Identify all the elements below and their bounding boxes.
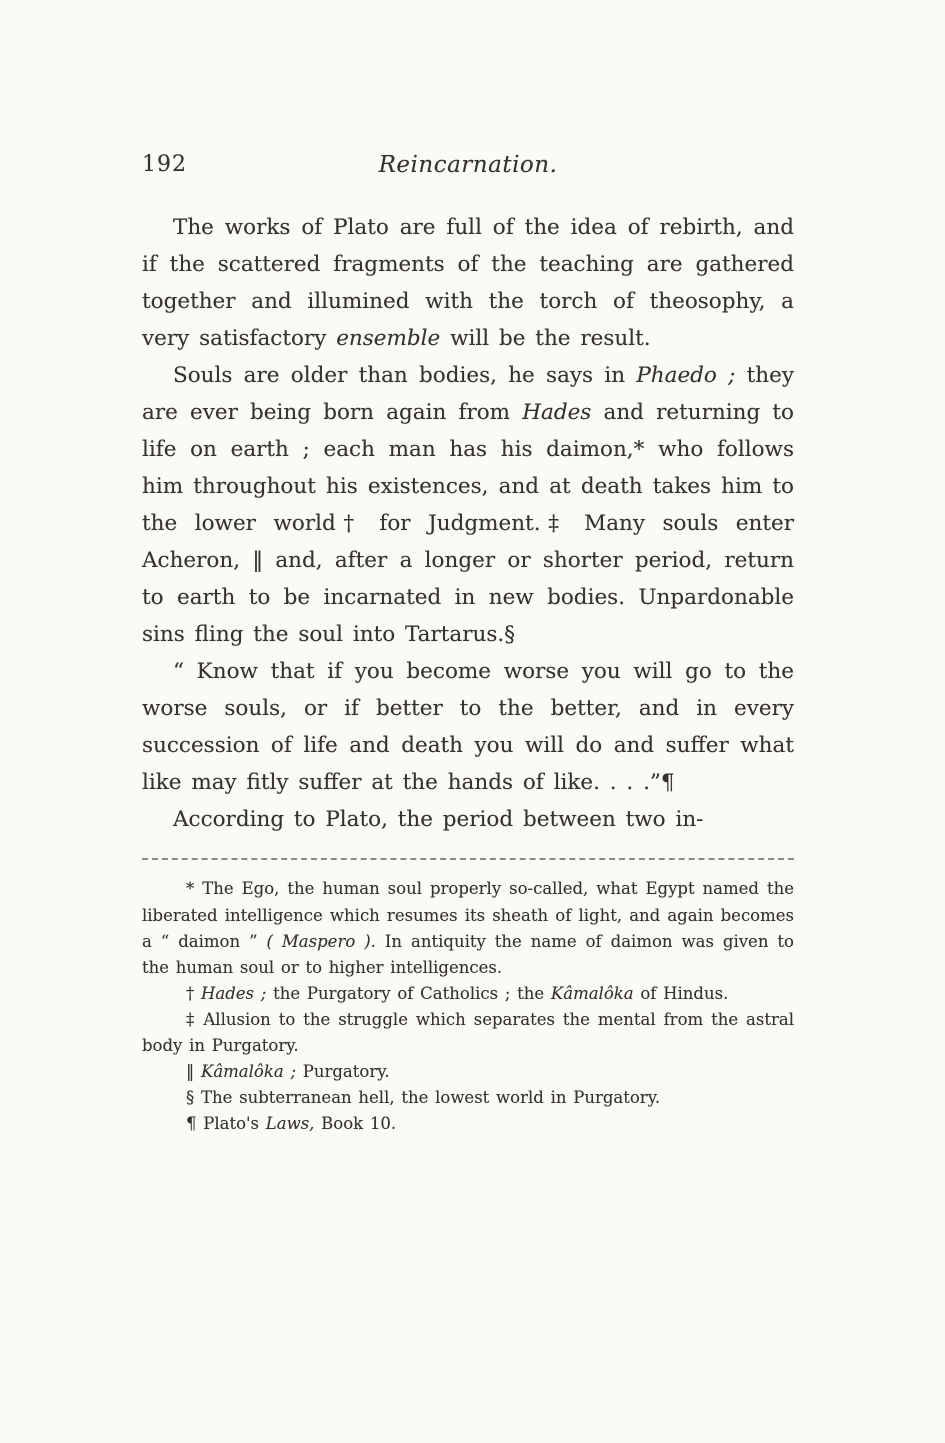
text-segment: Purgatory. bbox=[296, 1061, 390, 1081]
text-segment: ‖ bbox=[186, 1061, 201, 1081]
text-segment: they are ever being born again from bbox=[142, 362, 795, 425]
paragraph-4 bbox=[142, 802, 794, 839]
text-segment: ¶ Plato's bbox=[186, 1114, 266, 1134]
paragraph-2 bbox=[142, 358, 794, 654]
running-title: Reincarnation. bbox=[378, 152, 558, 178]
page-number: 192 bbox=[142, 152, 187, 177]
text-segment: ‡ Allusion to the struggle which separates the mental from the astral body in Purgatory. bbox=[142, 1009, 794, 1055]
footnote-parallel bbox=[142, 1059, 794, 1085]
italic-text-segment: Phaedo ; bbox=[636, 362, 736, 388]
text-segment: of Hindus. bbox=[633, 983, 729, 1003]
italic-text-segment: Kâmalôka ; bbox=[201, 1061, 296, 1081]
footnote-section-mark bbox=[142, 1085, 794, 1111]
text-segment: § The subterranean hell, the lowest world in Purgatory. bbox=[186, 1087, 661, 1107]
text-segment: will be the result. bbox=[440, 325, 651, 351]
footnote-double-dagger bbox=[142, 1007, 794, 1059]
text-segment: According to Plato, the period between two in- bbox=[173, 806, 704, 832]
footnote-divider bbox=[142, 858, 794, 860]
text-segment: the Purgatory of Catholics ; the bbox=[266, 983, 551, 1003]
text-segment: The works of Plato are full of the idea of rebirth, and if the scattered fragments of the teaching are gathered together and illumined with the torch of theosophy, a very satisfactory bbox=[142, 215, 794, 351]
text-segment: “ Know that if you become worse you will go to the worse souls, or if better to the better, and in every succession of life and death you will do and suffer what like may fitly suffer at the hands of like. . . .”¶ bbox=[142, 658, 794, 795]
footnote-dagger bbox=[142, 981, 794, 1007]
text-segment: * The Ego, the human soul properly so-called, what Egypt named the liberated intelligence which resumes its sheath of light, and again becomes a “ daimon ” bbox=[142, 879, 794, 951]
footnotes bbox=[142, 876, 794, 1137]
text-segment: † bbox=[186, 983, 201, 1003]
text-segment: In antiquity the name of daimon was given to the human soul or to higher intelligences. bbox=[142, 931, 794, 977]
paragraph-3 bbox=[142, 654, 794, 802]
italic-text-segment: Laws, bbox=[265, 1114, 315, 1134]
footnote-pilcrow bbox=[142, 1111, 794, 1137]
paragraph-1 bbox=[142, 210, 794, 358]
italic-text-segment: Kâmalôka bbox=[550, 983, 634, 1003]
italic-text-segment: ( Maspero ). bbox=[266, 931, 376, 951]
page-header bbox=[142, 152, 794, 178]
footnote-asterisk bbox=[142, 876, 794, 980]
text-segment: Souls are older than bodies, he says in bbox=[173, 362, 637, 388]
italic-text-segment: Hades bbox=[522, 399, 592, 425]
body-text bbox=[142, 210, 794, 838]
italic-text-segment: Hades ; bbox=[201, 983, 267, 1003]
book-page bbox=[142, 152, 794, 1137]
text-segment: and returning to life on earth ; each man has his daimon,* who follows him throughout his existences, and at death takes him to the lower world† for Judgment.‡ Many souls enter Acheron, ‖ and, after a longer or shorter period, return to earth to be incarnated in new bodies. Unpardonable sins fling the soul into Tartarus.§ bbox=[142, 399, 794, 647]
italic-text-segment: ensemble bbox=[336, 325, 441, 351]
text-segment: Book 10. bbox=[314, 1114, 397, 1134]
